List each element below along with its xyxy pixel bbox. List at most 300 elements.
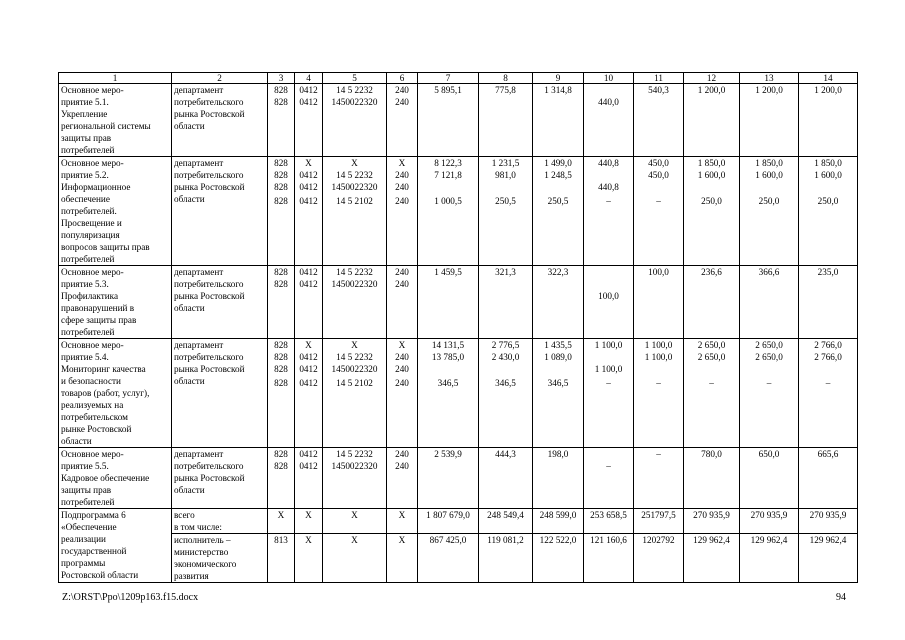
cell-line	[420, 181, 476, 193]
cell-line: 2 776,5	[491, 340, 520, 350]
cell-line: всего	[174, 510, 195, 520]
value-cell: X	[295, 534, 323, 583]
cell-line: 0412	[299, 170, 318, 180]
cell-line: 828	[274, 461, 288, 471]
column-number-header: 3	[268, 73, 295, 84]
cell-line: программы	[61, 558, 106, 568]
cell-line: 1 435,5	[544, 340, 572, 350]
cell-line: 828	[274, 279, 288, 289]
column-number-header: 4	[295, 73, 323, 84]
value-cell: 121 160,6	[584, 534, 634, 583]
cell-line: обеспечение	[61, 194, 110, 204]
value-cell	[634, 84, 684, 157]
column-number-header: 14	[799, 73, 858, 84]
cell-line: 1 200,0	[814, 85, 842, 95]
column-number-header: 6	[387, 73, 418, 84]
column-number-header: 2	[172, 73, 268, 84]
cell-line: приятие 5.5.	[61, 461, 109, 471]
cell-line: 780,0	[701, 449, 722, 459]
cell-line: потребителей	[61, 327, 115, 337]
cell-line: 0412	[299, 97, 318, 107]
cell-line: X	[351, 340, 358, 350]
column-number-header: 10	[584, 73, 634, 84]
cell-line: 828	[274, 364, 288, 374]
value-cell	[740, 266, 799, 339]
value-cell	[634, 339, 684, 448]
cell-line: 250,0	[758, 196, 780, 206]
cell-line: 0412	[299, 449, 318, 459]
value-cell	[533, 339, 584, 448]
cell-line: области	[174, 303, 205, 313]
cell-line: потребительского	[174, 352, 244, 362]
value-cell	[268, 266, 295, 339]
cell-line: 250,5	[547, 196, 569, 206]
cell-line: X	[398, 340, 406, 350]
value-cell	[323, 448, 387, 509]
value-cell: 248 599,0	[533, 509, 584, 534]
cell-line: вопросов защиты прав	[61, 242, 150, 252]
cell-line: 250,0	[817, 196, 839, 206]
column-number-header: 13	[740, 73, 799, 84]
cell-line: 1450022320	[331, 461, 378, 471]
cell-line: сфере защиты прав	[61, 315, 137, 325]
page-number: 94	[836, 592, 846, 603]
cell-line: департамент	[174, 158, 224, 168]
cell-line: 1 850,0	[755, 158, 783, 168]
cell-line: 0412	[299, 364, 318, 374]
cell-line	[535, 181, 581, 193]
cell-line: –	[656, 196, 661, 206]
cell-line: 100,0	[648, 267, 669, 277]
value-cell	[295, 339, 323, 448]
cell-line: 240	[395, 182, 409, 192]
value-cell: 248 549,4	[479, 509, 533, 534]
cell-line: области	[61, 436, 92, 446]
cell-line: экономического	[174, 559, 237, 569]
cell-line: –	[656, 378, 661, 388]
cell-line: 1450022320	[331, 97, 378, 107]
cell-line: 828	[274, 340, 288, 350]
cell-line: 1 459,5	[434, 267, 462, 277]
cell-line: 240	[395, 449, 409, 459]
value-cell	[634, 157, 684, 266]
cell-line	[586, 351, 631, 363]
cell-line: в том числе:	[174, 522, 222, 532]
cell-line: 346,5	[437, 378, 459, 388]
cell-line: 1 600,0	[814, 170, 842, 180]
value-cell	[323, 157, 387, 266]
cell-line	[636, 363, 681, 375]
value-cell	[584, 157, 634, 266]
value-cell: 129 962,4	[740, 534, 799, 583]
value-cell	[268, 84, 295, 157]
value-cell	[323, 339, 387, 448]
cell-line: Основное меро-	[61, 267, 124, 277]
value-cell	[268, 339, 295, 448]
cell-line: государственной	[61, 546, 127, 556]
value-cell	[584, 448, 634, 509]
cell-line: правонарушений в	[61, 303, 135, 313]
value-cell	[684, 266, 740, 339]
cell-line: Ростовской области	[61, 570, 139, 580]
cell-line: 14 5 2232	[336, 170, 373, 180]
cell-line: 14 5 2102	[336, 196, 373, 206]
cell-line: департамент	[174, 340, 224, 350]
cell-line: 14 5 2102	[336, 378, 373, 388]
cell-line: 0412	[299, 352, 318, 362]
cell-line: 1450022320	[331, 279, 378, 289]
program-row	[59, 509, 858, 534]
value-cell: 270 935,9	[799, 509, 858, 534]
cell-line: 0412	[299, 461, 318, 471]
cell-line	[535, 363, 581, 375]
value-cell	[479, 448, 533, 509]
cell-line: –	[656, 449, 661, 459]
value-cell	[418, 157, 479, 266]
cell-line: 1450022320	[331, 364, 378, 374]
cell-line: потребительского	[174, 279, 244, 289]
cell-line: 1 499,0	[544, 158, 572, 168]
cell-line: потребителей	[61, 497, 115, 507]
table-header-row	[59, 73, 858, 84]
cell-line: области	[174, 485, 205, 495]
cell-line: 0412	[299, 279, 318, 289]
cell-line: X	[398, 158, 406, 168]
value-cell	[387, 448, 418, 509]
cell-line: области	[174, 194, 205, 204]
value-cell: X	[387, 534, 418, 583]
cell-line: потребительского	[174, 97, 244, 107]
value-cell	[387, 84, 418, 157]
cell-line: защиты прав	[61, 485, 112, 495]
cell-line: 1 600,0	[697, 170, 726, 180]
value-cell: 253 658,5	[584, 509, 634, 534]
cell-line	[481, 363, 530, 375]
cell-line: 2 650,0	[697, 352, 726, 362]
cell-line: 440,8	[598, 182, 619, 192]
cell-line: потребительского	[174, 461, 244, 471]
cell-line: 2 539,9	[434, 449, 462, 459]
value-cell	[684, 157, 740, 266]
cell-line: 0412	[299, 267, 318, 277]
cell-line: X	[305, 158, 312, 168]
table-body	[59, 84, 858, 583]
value-cell: X	[323, 534, 387, 583]
value-cell	[387, 339, 418, 448]
value-cell	[799, 157, 858, 266]
cell-line: 1450022320	[331, 182, 378, 192]
value-cell	[634, 448, 684, 509]
cell-line: 14 5 2232	[336, 352, 373, 362]
cell-line: 1 100,0	[644, 340, 673, 350]
value-cell	[634, 266, 684, 339]
executor-cell	[172, 509, 268, 534]
value-cell	[533, 448, 584, 509]
cell-line: 1 248,5	[544, 170, 572, 180]
table-row	[59, 339, 858, 448]
cell-line: приятие 5.3.	[61, 279, 109, 289]
column-number-header: 5	[323, 73, 387, 84]
value-cell	[387, 266, 418, 339]
cell-line: 828	[274, 85, 288, 95]
cell-line: приятие 5.1.	[61, 97, 109, 107]
cell-line: 540,3	[648, 85, 669, 95]
cell-line: департамент	[174, 85, 224, 95]
cell-line: X	[351, 158, 358, 168]
cell-line: 828	[274, 158, 288, 168]
cell-line	[801, 363, 855, 375]
column-number-header: 8	[479, 73, 533, 84]
executor-cell	[172, 339, 268, 448]
cell-line: Просвещение и	[61, 218, 122, 228]
executor-cell	[172, 534, 268, 583]
value-cell	[479, 157, 533, 266]
cell-line: 1 600,0	[755, 170, 783, 180]
cell-line: департамент	[174, 267, 224, 277]
cell-line: Подпрограмма 6	[61, 510, 126, 520]
cell-line: X	[305, 340, 312, 350]
cell-line: развития	[174, 571, 209, 581]
measure-name-cell	[59, 339, 172, 448]
cell-line: потребителей	[61, 145, 115, 155]
cell-line: Основное меро-	[61, 340, 124, 350]
cell-line	[586, 84, 631, 96]
cell-line	[801, 181, 855, 193]
cell-line: 240	[395, 279, 409, 289]
value-cell	[740, 339, 799, 448]
value-cell	[295, 448, 323, 509]
value-cell	[799, 84, 858, 157]
executor-cell	[172, 157, 268, 266]
value-cell	[295, 157, 323, 266]
cell-line	[481, 181, 530, 193]
value-cell: X	[387, 509, 418, 534]
cell-line: 2 650,0	[755, 352, 783, 362]
cell-line: 198,0	[547, 449, 569, 459]
value-cell	[418, 448, 479, 509]
cell-line: приятие 5.4.	[61, 352, 109, 362]
value-cell	[799, 266, 858, 339]
cell-line: рынка Ростовской	[174, 109, 245, 119]
table-row	[59, 266, 858, 339]
cell-line	[586, 169, 631, 181]
cell-line: рынка Ростовской	[174, 182, 245, 192]
table-row	[59, 448, 858, 509]
cell-line: 1 100,0	[594, 364, 623, 374]
value-cell	[684, 84, 740, 157]
cell-line: 240	[395, 196, 409, 206]
cell-line: реализуемых на	[61, 400, 124, 410]
cell-line: потребителей.	[61, 206, 117, 216]
cell-line: 2 430,0	[491, 352, 520, 362]
program-row	[59, 534, 858, 583]
cell-line: Кадровое обеспечение	[61, 473, 150, 483]
cell-line: Основное меро-	[61, 158, 124, 168]
cell-line: 240	[395, 97, 409, 107]
cell-line: 440,8	[598, 158, 619, 168]
value-cell	[584, 339, 634, 448]
cell-line: 14 131,5	[431, 340, 465, 350]
cell-line: 1 089,0	[544, 352, 572, 362]
cell-line	[586, 448, 631, 460]
cell-line: –	[606, 378, 611, 388]
cell-line: 100,0	[598, 291, 619, 301]
cell-line: 828	[274, 97, 288, 107]
value-cell	[584, 84, 634, 157]
cell-line: потребительского	[174, 170, 244, 180]
cell-line: –	[606, 196, 611, 206]
cell-line: 0412	[299, 196, 318, 206]
cell-line: 1 850,0	[697, 158, 726, 168]
value-cell	[479, 266, 533, 339]
cell-line: Профилактика	[61, 291, 119, 301]
cell-line: 240	[395, 352, 409, 362]
value-cell	[295, 266, 323, 339]
cell-line: реализации	[61, 534, 106, 544]
measure-name-cell	[59, 84, 172, 157]
column-number-header: 1	[59, 73, 172, 84]
cell-line: 321,3	[495, 267, 516, 277]
cell-line: потребительском	[61, 412, 128, 422]
value-cell	[533, 84, 584, 157]
value-cell: X	[268, 509, 295, 534]
cell-line: 236,6	[701, 267, 722, 277]
cell-line: популяризация	[61, 230, 120, 240]
cell-line: 650,0	[758, 449, 780, 459]
column-number-header: 11	[634, 73, 684, 84]
measure-name-cell	[59, 266, 172, 339]
cell-line: рынка Ростовской	[174, 364, 245, 374]
cell-line: 14 5 2232	[336, 267, 373, 277]
cell-line: 240	[395, 378, 409, 388]
value-cell: 270 935,9	[684, 509, 740, 534]
cell-line: 775,8	[495, 85, 516, 95]
cell-line: 366,6	[758, 267, 780, 277]
cell-line: 828	[274, 267, 288, 277]
cell-line: 450,0	[648, 170, 669, 180]
cell-line: 0412	[299, 378, 318, 388]
cell-line: 7 121,8	[434, 170, 462, 180]
cell-line: 1 200,0	[755, 85, 783, 95]
cell-line: исполнитель –	[174, 535, 231, 545]
cell-line: департамент	[174, 449, 224, 459]
value-cell	[799, 448, 858, 509]
value-cell: 1 807 679,0	[418, 509, 479, 534]
value-cell	[418, 266, 479, 339]
value-cell: 867 425,0	[418, 534, 479, 583]
cell-line: области	[174, 121, 205, 131]
value-cell	[479, 84, 533, 157]
executor-cell	[172, 84, 268, 157]
column-number-header: 9	[533, 73, 584, 84]
cell-line: –	[766, 378, 772, 388]
cell-line: 250,5	[495, 196, 516, 206]
value-cell: 251797,5	[634, 509, 684, 534]
value-cell: X	[295, 509, 323, 534]
cell-line: 0412	[299, 85, 318, 95]
cell-line: 240	[395, 170, 409, 180]
cell-line: приятие 5.2.	[61, 170, 109, 180]
cell-line: Мониторинг качества	[61, 364, 146, 374]
budget-table	[58, 72, 858, 583]
footer-file-path: Z:\ORST\Ppo\1209p163.f15.docx	[62, 592, 199, 603]
column-number-header: 7	[418, 73, 479, 84]
value-cell	[323, 84, 387, 157]
cell-line: рынке Ростовской	[61, 424, 132, 434]
executor-cell	[172, 266, 268, 339]
value-cell	[533, 157, 584, 266]
value-cell: 122 522,0	[533, 534, 584, 583]
cell-line: региональной системы	[61, 121, 151, 131]
value-cell: X	[323, 509, 387, 534]
value-cell: 270 935,9	[740, 509, 799, 534]
cell-line: и безопасности	[61, 376, 121, 386]
cell-line: рынка Ростовской	[174, 291, 245, 301]
cell-line: 0412	[299, 182, 318, 192]
cell-line: 1 100,0	[594, 340, 623, 350]
cell-line: 14 5 2232	[336, 85, 373, 95]
cell-line: 450,0	[648, 158, 669, 168]
cell-line	[686, 181, 737, 193]
table-row	[59, 157, 858, 266]
cell-line: 1 231,5	[491, 158, 520, 168]
cell-line: 2 766,0	[814, 352, 842, 362]
cell-line	[742, 363, 796, 375]
cell-line: 250,0	[701, 196, 722, 206]
cell-line: 828	[274, 196, 288, 206]
value-cell	[268, 157, 295, 266]
value-cell	[295, 84, 323, 157]
cell-line: 14 5 2232	[336, 449, 373, 459]
cell-line	[742, 181, 796, 193]
cell-line: Укрепление	[61, 109, 108, 119]
executor-cell	[172, 448, 268, 509]
cell-line: 240	[395, 364, 409, 374]
value-cell	[799, 339, 858, 448]
cell-line: области	[174, 376, 205, 386]
cell-line: 828	[274, 449, 288, 459]
table-row	[59, 84, 858, 157]
cell-line: 2 650,0	[697, 340, 726, 350]
cell-line: 346,5	[547, 378, 569, 388]
cell-line: 13 785,0	[431, 352, 465, 362]
measure-name-cell	[59, 448, 172, 509]
cell-line: –	[606, 461, 611, 471]
cell-line: 240	[395, 267, 409, 277]
value-cell	[740, 84, 799, 157]
value-cell	[533, 266, 584, 339]
value-cell	[684, 339, 740, 448]
value-cell: 119 081,2	[479, 534, 533, 583]
value-cell	[418, 84, 479, 157]
cell-line: –	[825, 378, 831, 388]
cell-line: –	[709, 378, 714, 388]
value-cell	[584, 266, 634, 339]
cell-line: 1 200,0	[697, 85, 726, 95]
column-number-header: 12	[684, 73, 740, 84]
cell-line: потребителей	[61, 254, 115, 264]
cell-line: 322,3	[547, 267, 569, 277]
cell-line: товаров (работ, услуг),	[61, 388, 150, 398]
cell-line: «Обеспечение	[61, 522, 117, 532]
cell-line: 440,0	[598, 97, 619, 107]
cell-line: 1 000,5	[434, 196, 462, 206]
cell-line: 665,6	[817, 449, 839, 459]
value-cell: 1202792	[634, 534, 684, 583]
cell-line: 346,5	[495, 378, 516, 388]
value-cell: 129 962,4	[684, 534, 740, 583]
cell-line: 240	[395, 85, 409, 95]
